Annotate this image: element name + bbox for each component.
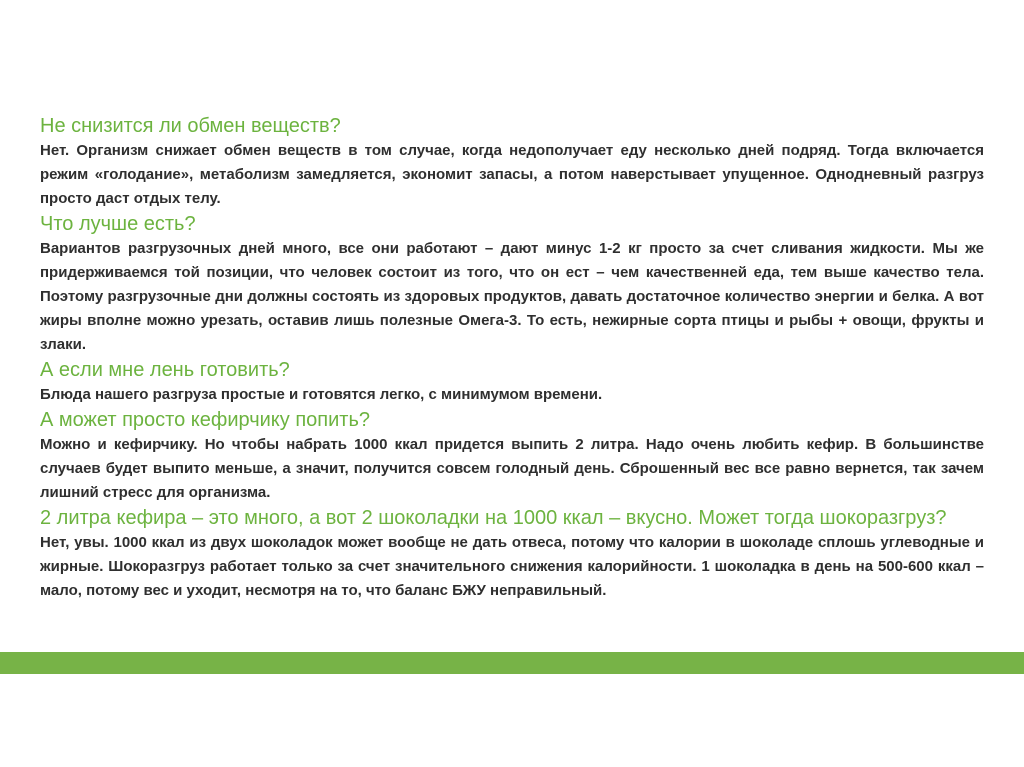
green-accent-bar	[0, 652, 1024, 674]
faq-answer-metabolism: Нет. Организм снижает обмен веществ в том случае, когда недополучает еду несколько дней подряд. Тогда включается режим «голодание», метаболизм замедляется, экономит запасы, а потом наверстывает упущенное. Однодневный разгруз просто даст отдых телу.	[40, 142, 984, 207]
faq-answer-chocolate: Нет, увы. 1000 ккал из двух шоколадок может вообще не дать отвеса, потому что калории в шоколаде сплошь углеводные и жирные. Шокоразгруз работает только за счет значительного снижения калорийности. 1 шоколадка в день на 500-600 ккал – мало, потому вес и уходит, несмотря на то, что баланс БЖУ неправильный.	[40, 534, 984, 599]
faq-heading-chocolate: 2 литра кефира – это много, а вот 2 шоколадки на 1000 ккал – вкусно. Может тогда шокоразгруз?	[40, 507, 947, 529]
faq-heading-kefir: А может просто кефирчику попить?	[40, 409, 370, 431]
faq-heading-what-to-eat: Что лучше есть?	[40, 213, 196, 235]
faq-content	[40, 113, 984, 603]
faq-answer-what-to-eat: Вариантов разгрузочных дней много, все они работают – дают минус 1-2 кг просто за счет сливания жидкости. Мы же придерживаемся той позиции, что человек состоит из того, что он ест – чем качественней еда, тем выше качество тела. Поэтому разгрузочные дни должны состоять из здоровых продуктов, давать достаточное количество энергии и белка. А вот жиры вполне можно урезать, оставив лишь полезные Омега-3. То есть, нежирные сорта птицы и рыбы + овощи, фрукты и злаки.	[40, 240, 984, 353]
faq-answer-lazy-cooking: Блюда нашего разгруза простые и готовятся легко, с минимумом времени.	[40, 386, 603, 403]
faq-heading-lazy-cooking: А если мне лень готовить?	[40, 359, 290, 381]
faq-heading-metabolism: Не снизится ли обмен веществ?	[40, 115, 341, 137]
faq-answer-kefir: Можно и кефирчику. Но чтобы набрать 1000 ккал придется выпить 2 литра. Надо очень любить кефир. В большинстве случаев будет выпито меньше, а значит, получится совсем голодный день. Сброшенный вес все равно вернется, так зачем лишний стресс для организма.	[40, 436, 984, 501]
